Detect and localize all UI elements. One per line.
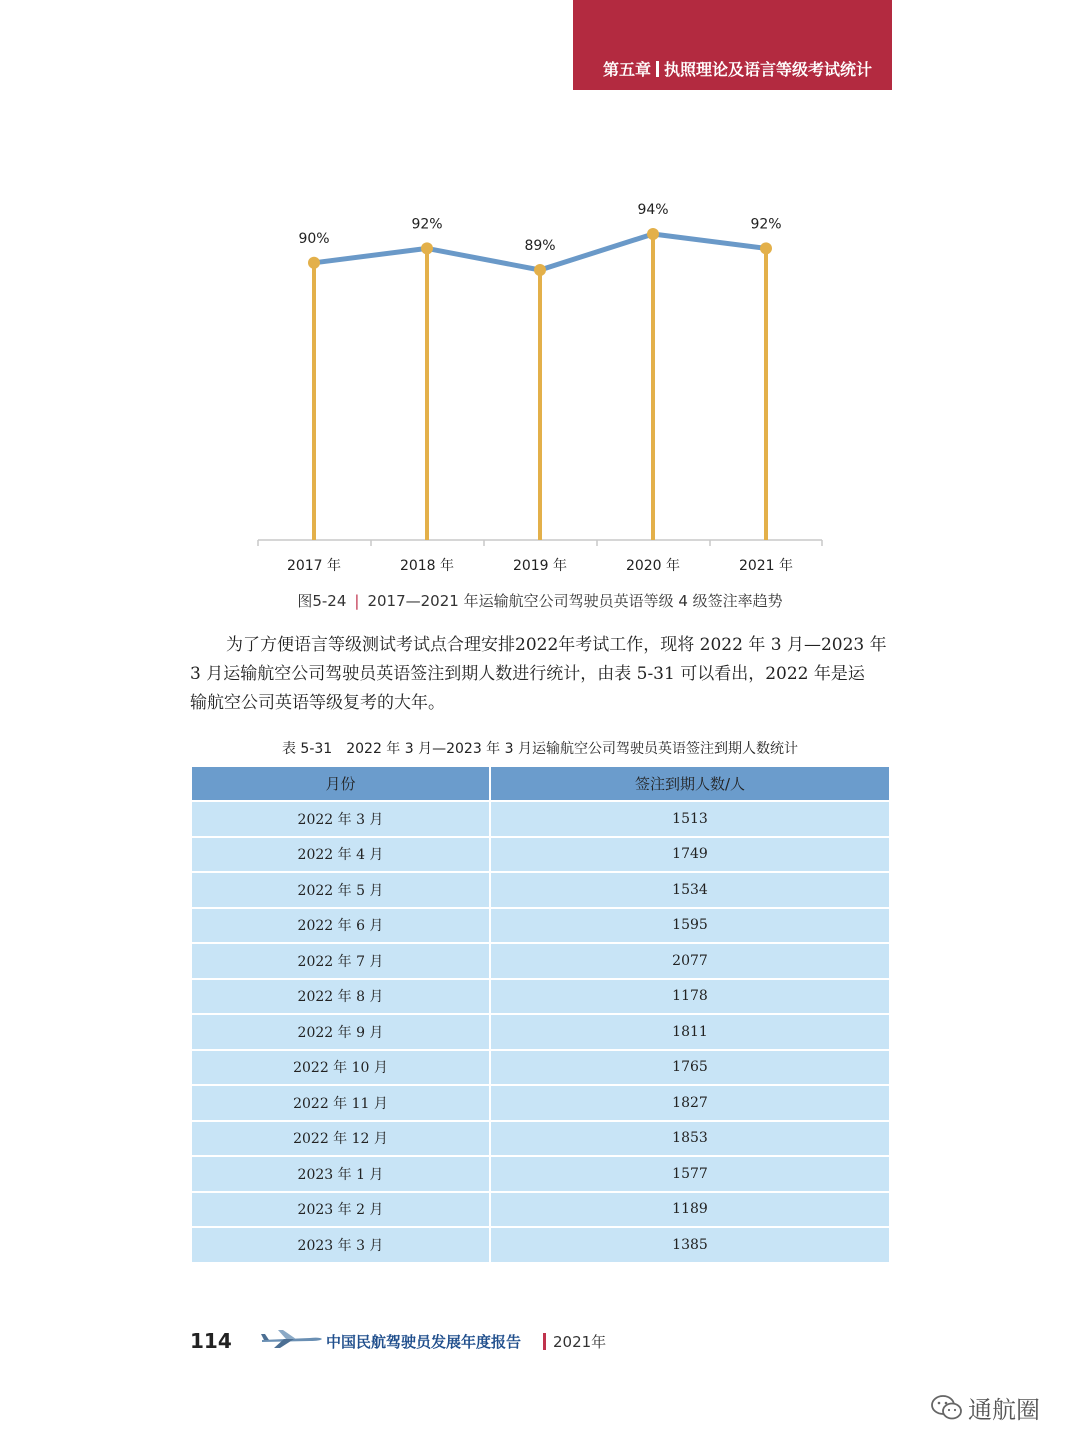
table-header-row [192, 767, 889, 802]
data-point [534, 264, 546, 276]
data-label: 94% [637, 202, 669, 218]
cell-count: 2077 [491, 944, 889, 980]
table-row [192, 1015, 889, 1051]
table-body [192, 802, 889, 1264]
cell-month: 2022 年 9 月 [192, 1015, 491, 1051]
x-tick-label: 2021 年 [738, 558, 794, 574]
column-header-month: 月份 [192, 767, 491, 802]
paragraph-line: 3 月运输航空公司驾驶员英语签注到期人数进行统计，由表 5-31 可以看出，2022 年是运 [190, 664, 865, 684]
cell-count: 1577 [491, 1157, 889, 1193]
report-year: 2021年 [553, 1333, 607, 1351]
data-label: 89% [524, 238, 556, 254]
cell-count: 1749 [491, 838, 889, 874]
table-row [192, 1228, 889, 1264]
x-tick-label: 2017 年 [286, 558, 342, 574]
cell-month: 2022 年 6 月 [192, 909, 491, 945]
airplane-icon [260, 1326, 324, 1350]
cell-month: 2023 年 3 月 [192, 1228, 491, 1264]
cell-month: 2022 年 5 月 [192, 873, 491, 909]
cell-count: 1178 [491, 980, 889, 1016]
report-title: 中国民航驾驶员发展年度报告 [326, 1333, 522, 1351]
cell-count: 1853 [491, 1122, 889, 1158]
data-table [192, 767, 889, 1264]
data-point [647, 228, 659, 240]
chapter-title: 执照理论及语言等级考试统计 [663, 60, 872, 79]
table-row [192, 980, 889, 1016]
cell-count: 1189 [491, 1193, 889, 1229]
table-number: 表 5-31 [281, 741, 333, 757]
table-row [192, 909, 889, 945]
cell-month: 2022 年 7 月 [192, 944, 491, 980]
line-chart [0, 0, 1080, 600]
data-label: 92% [411, 216, 443, 233]
cell-count: 1811 [491, 1015, 889, 1051]
table-caption [0, 738, 1080, 758]
data-label: 90% [298, 230, 330, 247]
caption-separator: | [354, 592, 360, 610]
footer-separator [543, 1333, 546, 1350]
table-row [192, 1086, 889, 1122]
figure-caption [0, 590, 1080, 611]
x-tick-label: 2020 年 [625, 558, 681, 574]
table-row [192, 944, 889, 980]
table-row [192, 838, 889, 874]
table-row [192, 873, 889, 909]
figure-number: 图5-24 [297, 592, 347, 610]
cell-month: 2022 年 10 月 [192, 1051, 491, 1087]
data-point [308, 257, 320, 269]
data-point [760, 242, 772, 254]
cell-count: 1385 [491, 1228, 889, 1264]
wechat-icon [930, 1394, 964, 1422]
page-number: 114 [190, 1329, 232, 1353]
figure-title: 2017—2021 年运输航空公司驾驶员英语等级 4 级签注率趋势 [367, 592, 783, 610]
paragraph-line: 输航空公司英语等级复考的大年。 [190, 693, 445, 713]
paragraph-line: 为了方便语言等级测试考试点合理安排2022年考试工作，现将 2022 年 3 月—2023 年 [226, 635, 887, 655]
data-label: 92% [750, 216, 782, 233]
cell-count: 1827 [491, 1086, 889, 1122]
data-point [421, 242, 433, 254]
cell-count: 1513 [491, 802, 889, 838]
cell-count: 1765 [491, 1051, 889, 1087]
table-row [192, 1051, 889, 1087]
body-paragraph [190, 631, 890, 718]
cell-month: 2022 年 11 月 [192, 1086, 491, 1122]
table-row [192, 1122, 889, 1158]
cell-month: 2022 年 3 月 [192, 802, 491, 838]
cell-month: 2023 年 1 月 [192, 1157, 491, 1193]
table-row [192, 802, 889, 838]
cell-month: 2022 年 12 月 [192, 1122, 491, 1158]
x-tick-label: 2018 年 [399, 558, 455, 574]
table-row [192, 1157, 889, 1193]
watermark-text: 通航圈 [968, 1396, 1040, 1424]
column-header-count: 签注到期人数/人 [491, 767, 889, 802]
watermark [930, 1390, 1040, 1425]
x-tick-label: 2019 年 [512, 558, 568, 574]
cell-count: 1534 [491, 873, 889, 909]
table-title: 2022 年 3 月—2023 年 3 月运输航空公司驾驶员英语签注到期人数统计 [346, 741, 798, 757]
cell-month: 2022 年 8 月 [192, 980, 491, 1016]
chapter-number: 第五章 [602, 60, 651, 79]
cell-month: 2022 年 4 月 [192, 838, 491, 874]
cell-month: 2023 年 2 月 [192, 1193, 491, 1229]
cell-count: 1595 [491, 909, 889, 945]
table-row [192, 1193, 889, 1229]
